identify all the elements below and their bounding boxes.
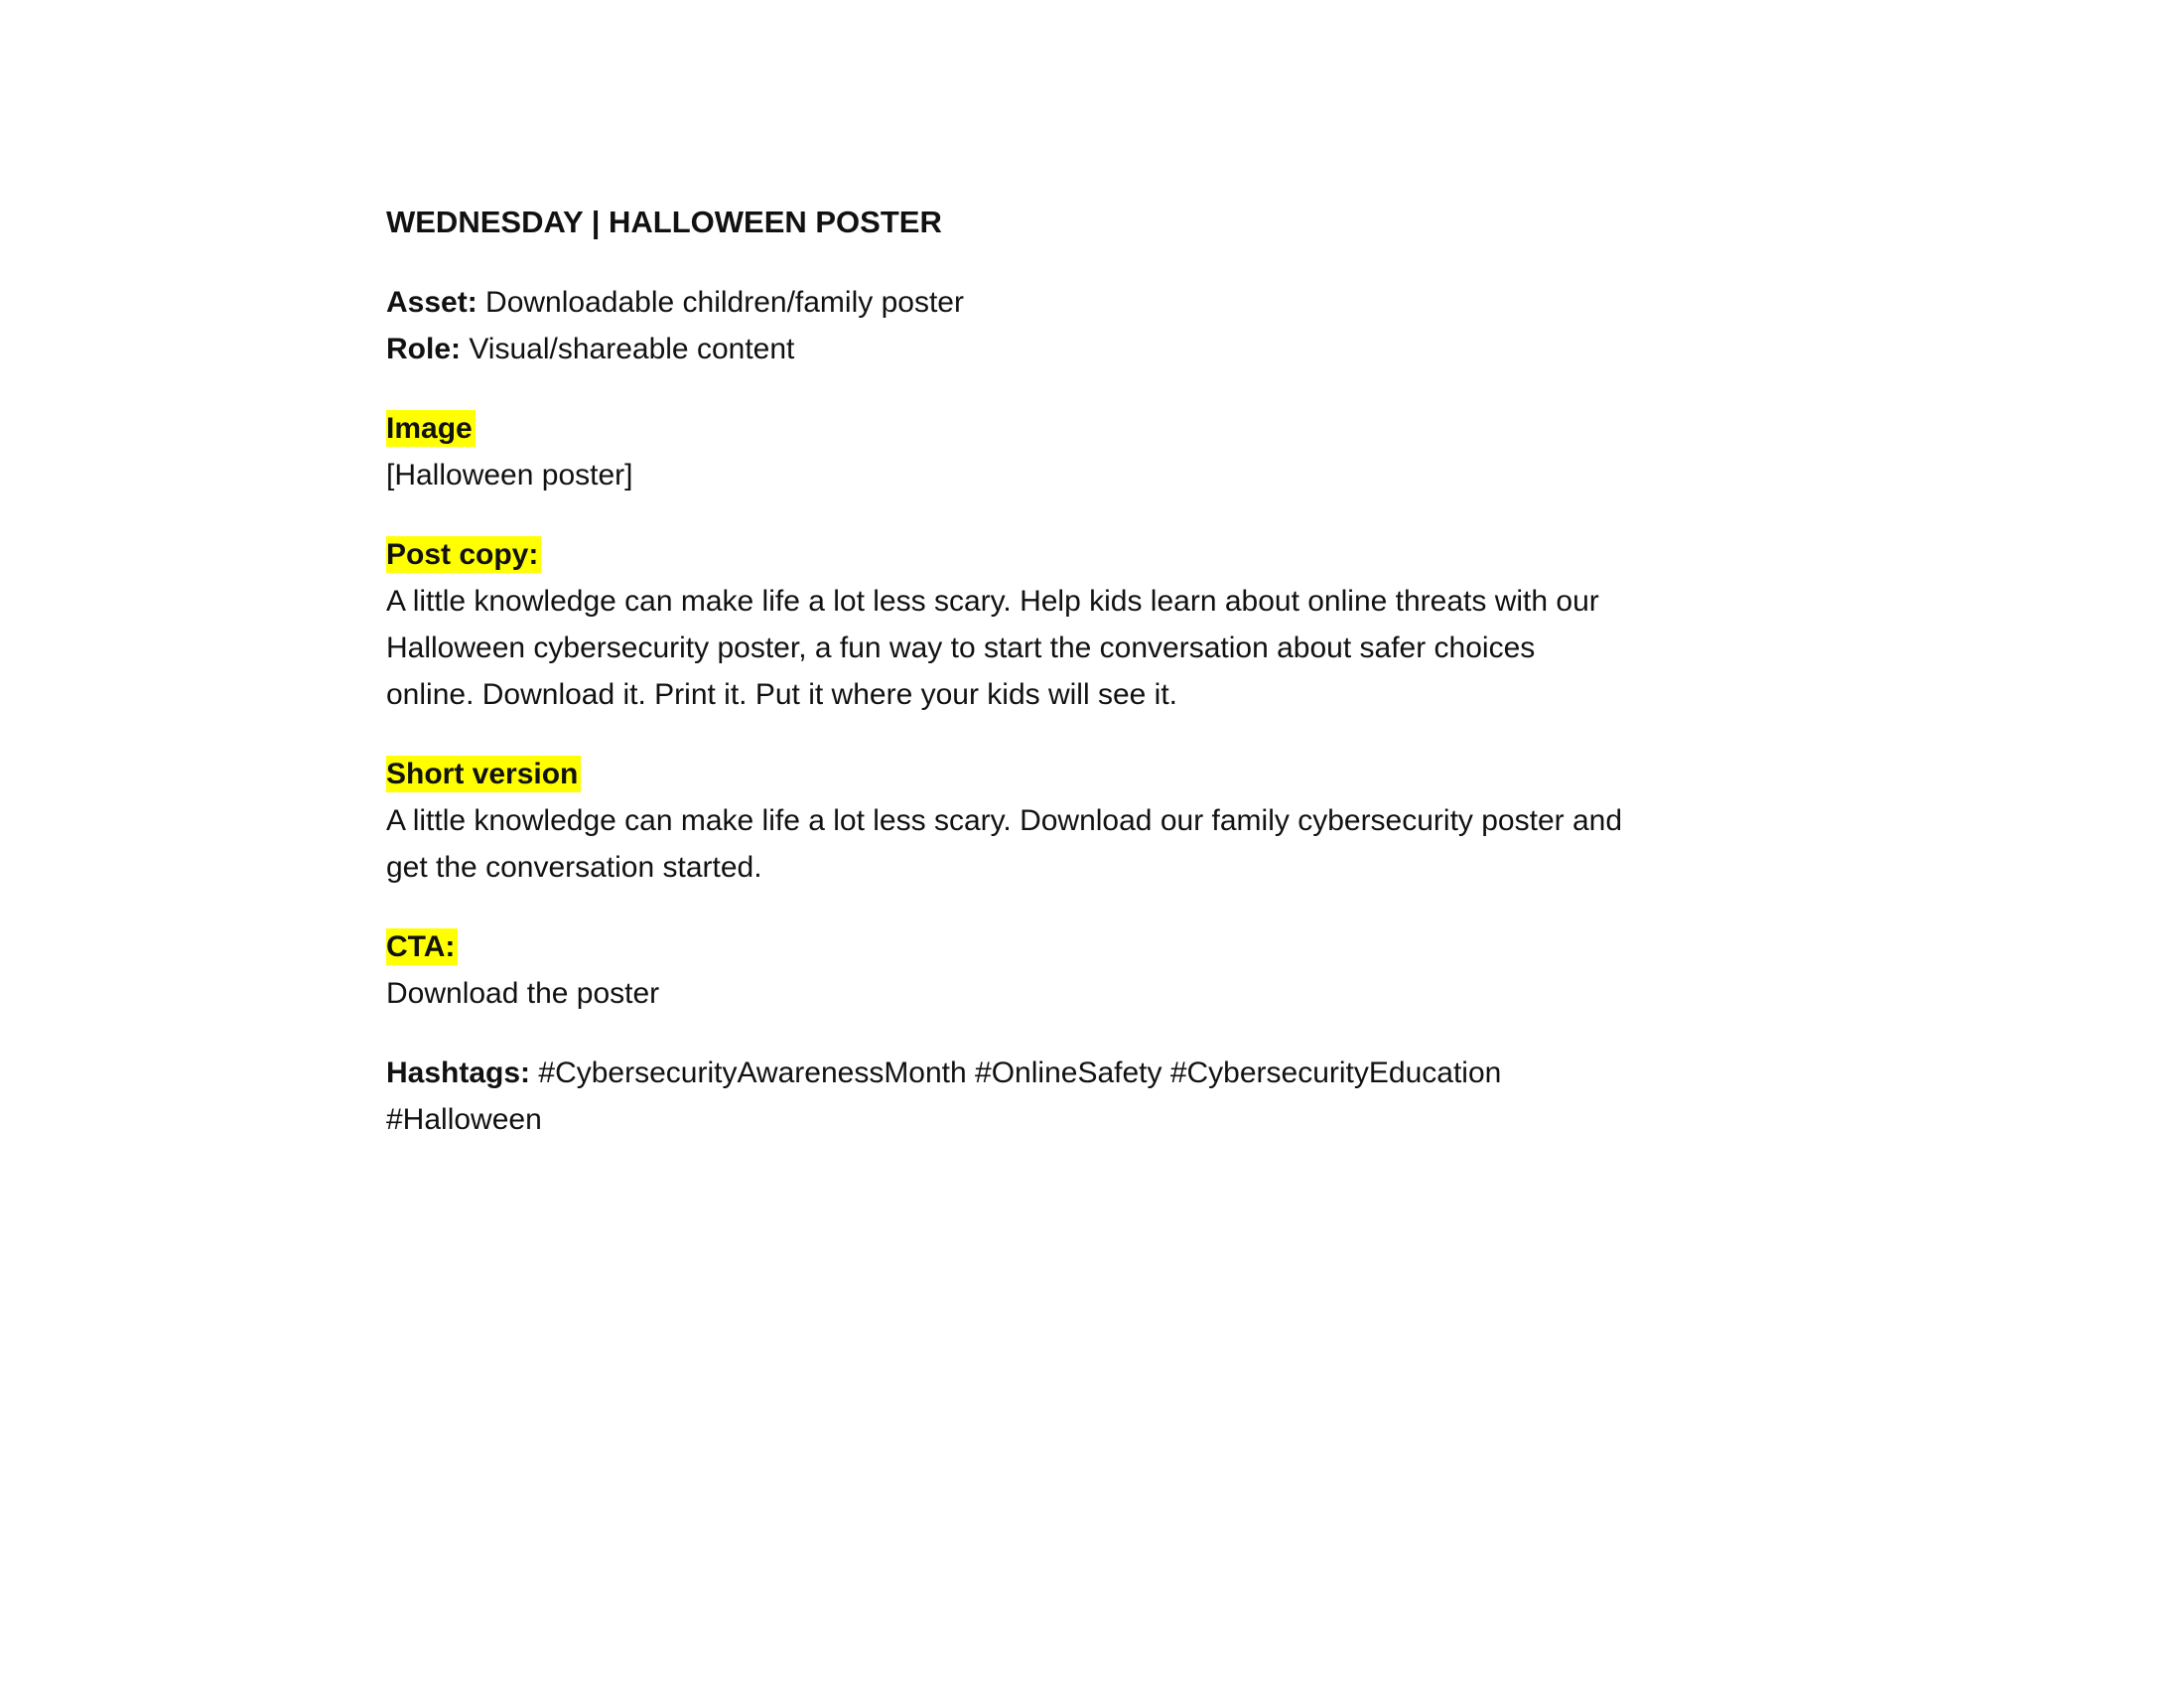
image-section [386,405,1627,498]
hashtags-value: #CybersecurityAwarenessMonth #OnlineSafety #CybersecurityEducation #Halloween [386,1056,1502,1136]
asset-line [386,279,1627,326]
meta-block [386,279,1627,372]
cta-text: Download the poster [386,977,660,1010]
short-version-label: Short version [386,756,581,792]
role-value: Visual/shareable content [469,333,795,365]
post-copy-text: A little knowledge can make life a lot less scary. Help kids learn about online threats with our Halloween cybersecurity poster, a fun way to start the conversation about safer choices online. Download it. Print it. Put it where your kids will see it. [386,585,1599,711]
image-label: Image [386,410,476,447]
hashtags-section [386,1050,1627,1143]
hashtags-label: Hashtags: [386,1056,531,1089]
document-content [386,199,1627,1176]
post-copy-section [386,531,1627,718]
short-version-text: A little knowledge can make life a lot less scary. Download our family cybersecurity poster and get the conversation started. [386,804,1623,884]
cta-label: CTA: [386,928,458,965]
post-copy-label: Post copy: [386,536,541,573]
short-version-section [386,751,1627,891]
asset-value: Downloadable children/family poster [485,286,964,319]
role-label: Role: [386,333,461,365]
asset-label: Asset: [386,286,478,319]
image-placeholder: [Halloween poster] [386,459,633,492]
role-line [386,326,1627,372]
document-heading: WEDNESDAY | HALLOWEEN POSTER [386,205,942,239]
cta-section [386,923,1627,1017]
